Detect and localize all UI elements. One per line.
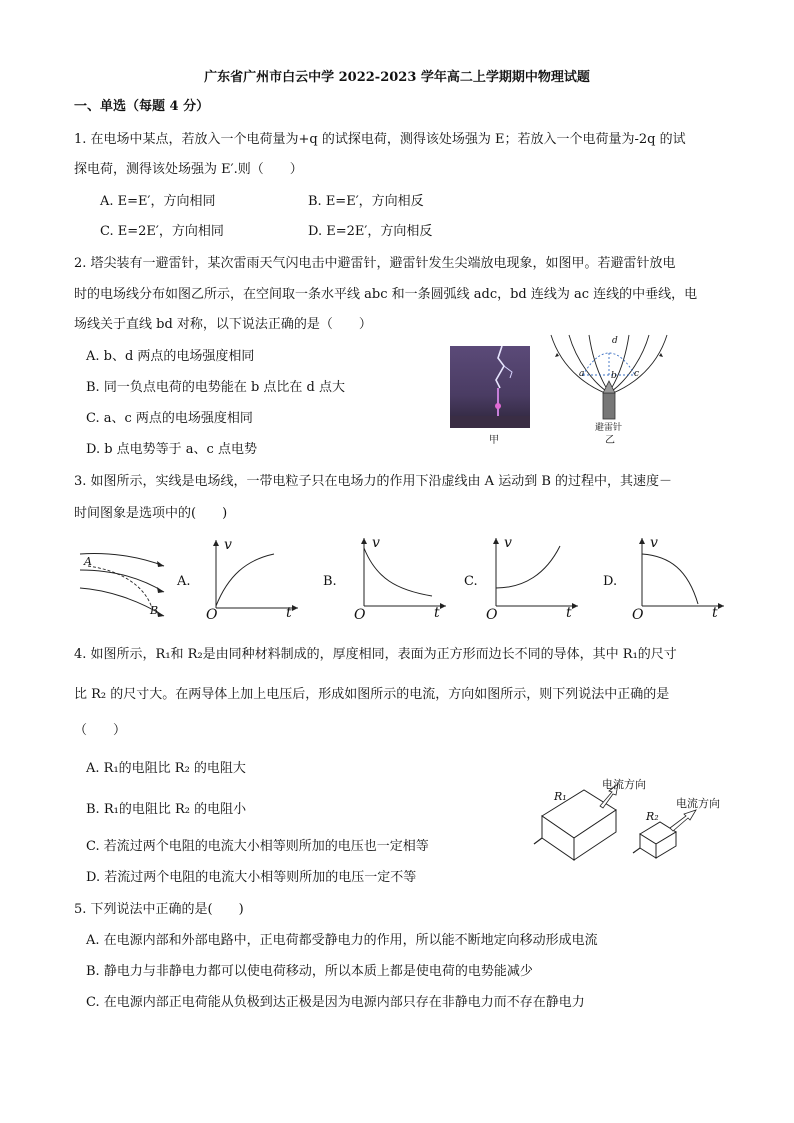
q2-option-b: B. 同一负点电荷的电势能在 b 点比在 d 点大	[86, 380, 345, 395]
q2-option-c: C. a、c 两点的电场强度相同	[86, 411, 253, 426]
q1-stem-line2: 探电荷，测得该处场强为 E′.则（ ）	[74, 162, 303, 177]
q2-option-d: D. b 点电势等于 a、c 点电势	[86, 442, 257, 457]
q3-graph-d-t: t	[712, 605, 718, 621]
q1-stem-line1: 1. 在电场中某点，若放入一个电荷量为+q 的试探电荷，测得该处场强为 E；若放入一个电荷量为-2q 的试	[74, 132, 686, 147]
point-label-a: a	[579, 369, 585, 379]
q3-point-b: B	[150, 604, 159, 617]
q5-option-b: B. 静电力与非静电力都可以使电荷移动，所以本质上都是使电荷的电势能减少	[86, 964, 533, 979]
q3-option-d-label: D.	[603, 574, 618, 589]
q1-option-b: B. E=E′，方向相反	[308, 194, 424, 209]
q4-stem-line2: 比 R₂ 的尺寸大。在两导体上加上电压后，形成如图所示的电流，方向如图所示，则下列说法中正确的是	[74, 687, 670, 702]
q3-graph-b-v: v	[372, 535, 380, 551]
q3-graph-c-v: v	[504, 535, 512, 551]
section-heading: 一、单选（每题 4 分）	[74, 99, 210, 114]
q3-option-a-label: A.	[177, 574, 191, 589]
q5-stem: 5. 下列说法中正确的是( )	[74, 902, 244, 917]
q3-graph-b-o: O	[354, 607, 366, 623]
q3-graph-c-o: O	[486, 607, 498, 623]
q4-option-b: B. R₁的电阻比 R₂ 的电阻小	[86, 802, 247, 817]
q4-stem-line3: （ ）	[74, 723, 127, 738]
q3-option-c-label: C.	[464, 574, 478, 589]
q2-option-a: A. b、d 两点的电场强度相同	[86, 349, 255, 364]
q3-stem-line1: 3. 如图所示，实线是电场线，一带电粒子只在电场力的作用下沿虚线由 A 运动到 B 的过程中，其速度－	[74, 474, 673, 489]
q3-graph-d-v: v	[650, 535, 658, 551]
lightning-photo	[450, 346, 530, 428]
q2-stem-line2: 时的电场线分布如图乙所示，在空间取一条水平线 abc 和一条圆弧线 adc，bd 连线为 ac 连线的中垂线，电	[74, 287, 698, 302]
q3-graph-c-t: t	[566, 605, 572, 621]
figure-label-yi: 乙	[605, 435, 615, 446]
q3-graph-a-v: v	[224, 537, 232, 553]
point-label-b: b	[611, 371, 617, 381]
q3-graph-d-o: O	[632, 607, 644, 623]
current-direction-label-1: 电流方向	[602, 778, 646, 791]
q5-option-c: C. 在电源内部正电荷能从负极到达正极是因为电源内部只存在非静电力而不存在静电力	[86, 995, 585, 1010]
q2-stem-line1: 2. 塔尖装有一避雷针，某次雷雨天气闪电击中避雷针，避雷针发生尖端放电现象，如图甲。若避雷针放电	[74, 256, 676, 271]
q4-option-a: A. R₁的电阻比 R₂ 的电阻大	[86, 761, 246, 776]
point-label-c: c	[634, 369, 640, 379]
q3-graph-a-t: t	[286, 605, 292, 621]
q5-option-a: A. 在电源内部和外部电路中，正电荷都受静电力的作用，所以能不断地定向移动形成电流	[86, 933, 598, 948]
q2-stem-line3: 场线关于直线 bd 对称，以下说法正确的是（ ）	[74, 317, 372, 332]
current-direction-label-2: 电流方向	[676, 797, 720, 810]
q1-option-c: C. E=2E′，方向相同	[100, 224, 224, 239]
point-label-d: d	[612, 336, 618, 346]
q3-point-a: A	[84, 555, 92, 568]
q3-graph-a-o: O	[206, 607, 218, 623]
q3-graph-b-t: t	[434, 605, 440, 621]
figure-label-jia: 甲	[489, 435, 499, 446]
q3-stem-line2: 时间图象是选项中的( )	[74, 506, 228, 521]
q4-stem-line1: 4. 如图所示，R₁和 R₂是由同种材料制成的，厚度相同，表面为正方形而边长不同的导体，其中 R₁的尺寸	[74, 647, 677, 662]
q1-option-d: D. E=2E′，方向相反	[308, 224, 433, 239]
resistor-r2-label: R₂	[646, 810, 659, 823]
rod-label: 避雷针	[595, 423, 623, 433]
page-title: 广东省广州市白云中学 2022-2023 学年高二上学期期中物理试题	[204, 70, 590, 85]
resistor-r1-label: R₁	[554, 790, 567, 803]
q1-option-a: A. E=E′，方向相同	[100, 194, 216, 209]
q4-option-d: D. 若流过两个电阻的电流大小相等则所加的电压一定不等	[86, 870, 417, 885]
q3-option-b-label: B.	[323, 574, 337, 589]
q4-option-c: C. 若流过两个电阻的电流大小相等则所加的电压也一定相等	[86, 839, 429, 854]
